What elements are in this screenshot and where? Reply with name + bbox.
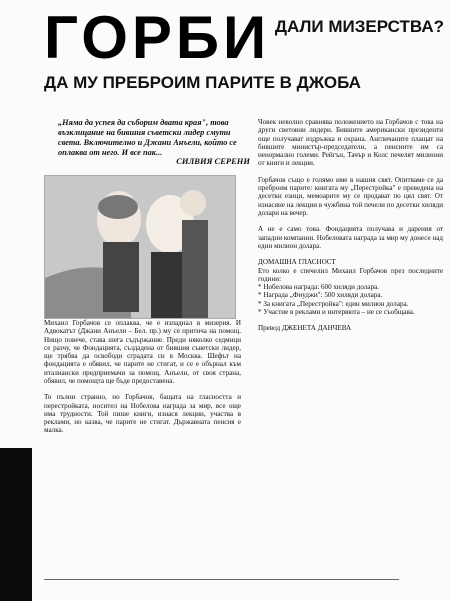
headline: ГОРБИ (44, 4, 271, 71)
lead-quote: „Няма да успея да съборим двата края", това възклицание на бившия съветски лидер смути света. Включително и Джани Анъели, който се оплаква от него. И все пак... (58, 118, 237, 157)
right-column-text: Човек неволно сравнява положението на Горбачов с това на други световни лидери. Бившите американски президенти още получават издръжка и охрана. Англичаните плащат на бившите министър-председатели, а пенсиите им са ненормално големи. Рейгън, Тачър и Колс печелят милиони от книги и лекции. Горбачов също е голямо име в нашия свят. Опитваме се да преброим парите: книгата му „Перестройка" е преведена на десетки езици, мемоарите му се продават по цял свят. От изнасяне на лекции в чужбина той печели по десетки хиляди долари на вечер. А не е само това. Фондацията получава и дарения от западни компании. Нобеловата награда за мир му донесе над един милион долара. ДОМАШНА ГЛАСНОСТ Ето колко е спечелил Михаил Горбачов през последните години: * Нобелова награда: 600 хиляди долара. * Награда „Фиуджи": 500 хиляди долара. * За книгата „Перестройка": един милион долара. * Участие в реклами и интервюта – не се съобщава. Превод ДЖЕНЕТА ДАНЧЕВА (258, 118, 443, 333)
article-header (0, 0, 450, 95)
left-column-text: Михаил Горбачов се оплаква, че е изпаднал в мизерия. И Адвокатът (Джани Анъели – Бел. пр.) му се притича на помощ. Нищо повече, става шега съдържание. Преди няколко седмици се разчу, че Фондацията, създадена от бившия съветски лидер, ще трябва да освободи сградата си в Москва. Шефът на фондацията е обявил, че парите не стигат, и се е обърнал към италиански предприемачи за помощ. Анъели, от своя страна, обявил, че помощта ще бъде предоставена. То пълни странно, но Горбачов, бащата на гласността и перестройката, носител на Нобелова награда за мир, все още има трудности. Той пише книги, изнася лекции, участва в реклами, но казва, че парите не стигат. Държавната пенсия е малка. (44, 319, 241, 435)
article-photo (44, 175, 236, 319)
subtitle-line-two: ДА МУ ПРЕБРОИМ ПАРИТЕ В ДЖОБА (44, 73, 361, 92)
byline: СИЛВИЯ СЕРЕНИ (176, 156, 250, 166)
photo-illustration (45, 176, 235, 318)
section-sidebar (0, 448, 32, 601)
subtitle: ДАЛИ МИЗЕРСТВА? (274, 17, 444, 36)
bottom-divider (44, 579, 399, 580)
